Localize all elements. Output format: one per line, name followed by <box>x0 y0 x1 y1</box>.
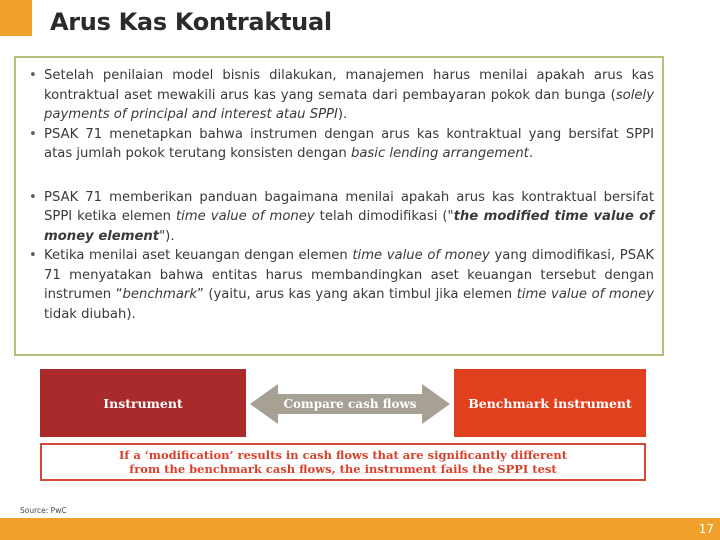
bullet-text-segment: PSAK 71 menetapkan bahwa instrumen dengan arus kas kontraktual yang bersifat SPPI atas jumlah pokok terutang konsisten dengan <box>44 126 654 161</box>
page-title: Arus Kas Kontraktual <box>50 8 332 36</box>
bullet-text-segment: basic lending arrangement <box>350 146 529 161</box>
result-line-2: from the benchmark cash flows, the instrument fails the SPPI test <box>129 462 557 476</box>
bullet-text-segment: the modified time value of money element <box>44 209 654 244</box>
source-note: Source: PwC <box>20 506 67 515</box>
bullet-text-segment: . <box>528 146 534 161</box>
bullet-item <box>24 246 654 324</box>
benchmark-instrument-box <box>454 369 646 437</box>
bullet-text-segment: Setelah penilaian model bisnis dilakukan, manajemen harus menilai apakah arus kas kontraktual aset mewakili arus kas yang semata dari pembayaran pokok dan bunga ( <box>44 68 654 103</box>
page-number: 17 <box>698 522 714 536</box>
bullet-text-segment: yang dimodifikasi, PSAK 71 menyatakan bahwa entitas harus membandingkan aset keuangan tersebut dengan instrumen “ <box>44 248 654 302</box>
bullet-text-segment: telah dimodifikasi (" <box>314 209 454 224</box>
sppi-diagram <box>40 369 650 481</box>
sppi-result-box <box>40 443 646 481</box>
bullet-item <box>24 66 654 125</box>
bullet-text-segment: time value of money <box>352 248 490 263</box>
bullet-text-segment: ” (yaitu, arus kas yang akan timbul jika elemen <box>196 287 517 302</box>
bullet-text-segment: Ketika menilai aset keuangan dengan elemen <box>44 248 353 263</box>
bullet-text-segment: time value of money <box>175 209 315 224</box>
benchmark-instrument-label: Benchmark instrument <box>468 395 632 411</box>
bullet-text-segment: PSAK 71 memberikan panduan bagaimana menilai apakah arus kas kontraktual bersifat SPPI ketika elemen <box>44 189 654 224</box>
bullet-item <box>24 125 654 164</box>
instrument-box <box>40 369 246 437</box>
content-box <box>14 56 664 356</box>
bullet-text-segment: benchmark <box>122 287 197 302</box>
bullet-text-segment: "). <box>159 228 175 244</box>
sppi-result-text <box>119 448 567 476</box>
compare-cash-flows-label: Compare cash flows <box>283 397 417 411</box>
bullet-text-segment: tidak diubah). <box>44 306 136 322</box>
bullet-list <box>24 66 654 324</box>
title-accent-square <box>0 0 32 36</box>
bullet-text-segment: ). <box>337 107 348 122</box>
bullet-item <box>24 188 654 247</box>
bullet-text-segment: time value of money <box>516 287 655 302</box>
instrument-label: Instrument <box>103 395 183 411</box>
result-line-1: If a ‘modification’ results in cash flows that are significantly different <box>118 448 568 462</box>
bullet-text-segment: solely payments of principal and interest atau SPPI <box>44 87 654 122</box>
footer-bar <box>0 518 720 540</box>
